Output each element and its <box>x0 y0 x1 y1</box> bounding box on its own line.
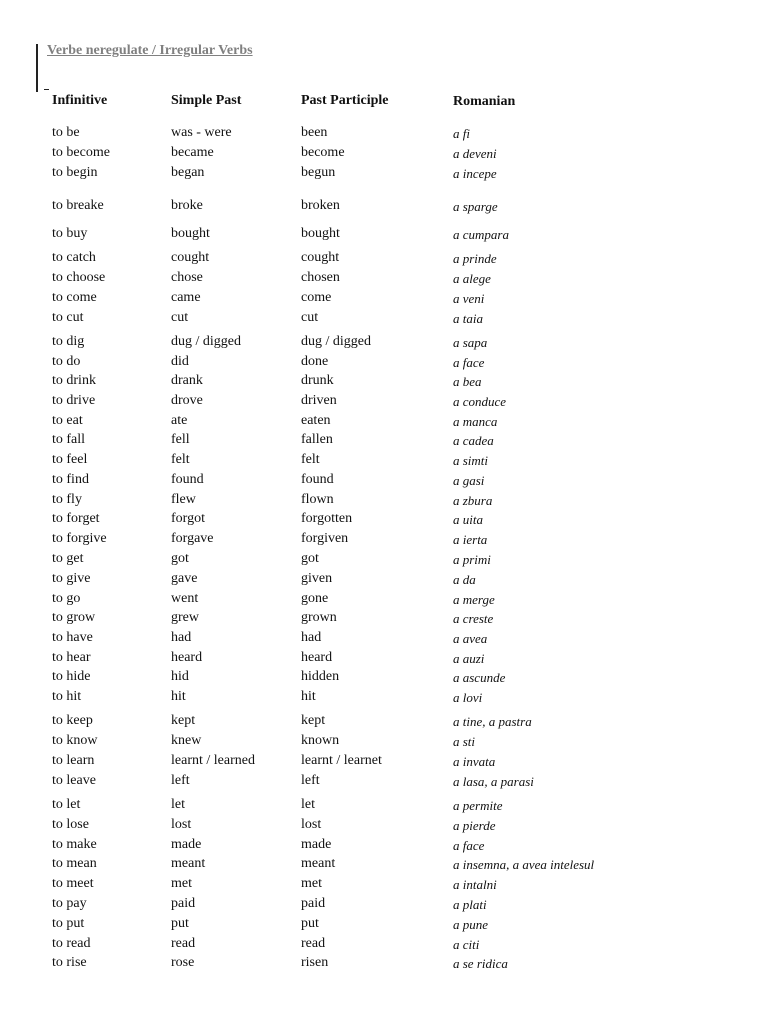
infinitive-cell: to get <box>52 551 84 566</box>
simple-past-cell: grew <box>171 610 199 625</box>
past-participle-cell: drunk <box>301 373 334 388</box>
infinitive-cell: to choose <box>52 270 106 285</box>
table-row <box>52 669 752 687</box>
simple-past-cell: dug / digged <box>171 334 241 349</box>
table-row <box>52 511 752 529</box>
table-row <box>52 290 752 308</box>
past-participle-cell: done <box>301 354 329 369</box>
infinitive-cell: to leave <box>52 773 96 788</box>
table-row <box>52 650 752 668</box>
past-participle-cell: let <box>301 797 315 812</box>
romanian-cell: a taia <box>453 311 483 326</box>
past-participle-cell: flown <box>301 492 334 507</box>
romanian-cell: a merge <box>453 592 495 607</box>
infinitive-cell: to begin <box>52 165 98 180</box>
infinitive-cell: to hit <box>52 689 82 704</box>
simple-past-cell: chose <box>171 270 203 285</box>
romanian-cell: a fi <box>453 126 470 141</box>
infinitive-cell: to breake <box>52 198 104 213</box>
table-row <box>52 837 752 855</box>
infinitive-cell: to put <box>52 916 85 931</box>
simple-past-cell: forgave <box>171 531 214 546</box>
infinitive-cell: to forget <box>52 511 100 526</box>
simple-past-cell: forgot <box>171 511 205 526</box>
simple-past-cell: cut <box>171 310 189 325</box>
infinitive-cell: to be <box>52 125 80 140</box>
table-row <box>52 713 752 731</box>
romanian-cell: a veni <box>453 291 485 306</box>
table-row <box>52 310 752 328</box>
infinitive-cell: to keep <box>52 713 93 728</box>
table-row <box>52 916 752 934</box>
infinitive-cell: to do <box>52 354 81 369</box>
infinitive-cell: to become <box>52 145 110 160</box>
romanian-cell: a conduce <box>453 394 507 409</box>
romanian-cell: a face <box>453 838 485 853</box>
table-row <box>52 198 752 216</box>
romanian-cell: a simti <box>453 453 489 468</box>
romanian-cell: a incepe <box>453 166 497 181</box>
table-row <box>52 125 752 143</box>
past-participle-cell: eaten <box>301 413 331 428</box>
simple-past-cell: came <box>171 290 201 305</box>
romanian-cell: a deveni <box>453 146 497 161</box>
romanian-cell: a zbura <box>453 493 493 508</box>
simple-past-cell: drove <box>171 393 203 408</box>
romanian-cell: a da <box>453 572 476 587</box>
table-row <box>52 334 752 352</box>
simple-past-cell: meant <box>171 856 206 871</box>
past-participle-cell: met <box>301 876 322 891</box>
infinitive-cell: to buy <box>52 226 88 241</box>
header-past-participle: Past Participle <box>301 93 389 108</box>
table-row <box>52 492 752 510</box>
romanian-cell: a prinde <box>453 251 497 266</box>
simple-past-cell: made <box>171 837 202 852</box>
table-row <box>52 773 752 791</box>
simple-past-cell: broke <box>171 198 203 213</box>
past-participle-cell: forgotten <box>301 511 353 526</box>
table-row <box>52 936 752 954</box>
table-row <box>52 591 752 609</box>
margin-dash <box>44 89 49 90</box>
table-row <box>52 610 752 628</box>
past-participle-cell: fallen <box>301 432 333 447</box>
table-row <box>52 876 752 894</box>
simple-past-cell: left <box>171 773 190 788</box>
romanian-cell: a primi <box>453 552 491 567</box>
romanian-cell: a citi <box>453 937 480 952</box>
past-participle-cell: read <box>301 936 326 951</box>
past-participle-cell: paid <box>301 896 326 911</box>
romanian-cell: a sapa <box>453 335 488 350</box>
simple-past-cell: gave <box>171 571 198 586</box>
romanian-cell: a lasa, a parasi <box>453 774 534 789</box>
infinitive-cell: to come <box>52 290 97 305</box>
simple-past-cell: got <box>171 551 189 566</box>
infinitive-cell: to pay <box>52 896 87 911</box>
romanian-cell: a sti <box>453 734 476 749</box>
infinitive-cell: to give <box>52 571 91 586</box>
romanian-cell: a cumpara <box>453 227 509 242</box>
simple-past-cell: hid <box>171 669 189 684</box>
simple-past-cell: became <box>171 145 214 160</box>
infinitive-cell: to find <box>52 472 89 487</box>
past-participle-cell: come <box>301 290 332 305</box>
header-infinitive: Infinitive <box>52 93 108 108</box>
past-participle-cell: driven <box>301 393 337 408</box>
romanian-cell: a auzi <box>453 651 485 666</box>
past-participle-cell: meant <box>301 856 336 871</box>
infinitive-cell: to fly <box>52 492 82 507</box>
infinitive-cell: to go <box>52 591 81 606</box>
table-row <box>52 393 752 411</box>
infinitive-cell: to cut <box>52 310 84 325</box>
romanian-cell: a se ridica <box>453 956 508 971</box>
simple-past-cell: felt <box>171 452 190 467</box>
infinitive-cell: to feel <box>52 452 88 467</box>
table-row <box>52 270 752 288</box>
table-row <box>52 373 752 391</box>
infinitive-cell: to have <box>52 630 93 645</box>
infinitive-cell: to hear <box>52 650 91 665</box>
past-participle-cell: chosen <box>301 270 340 285</box>
table-row <box>52 413 752 431</box>
romanian-cell: a uita <box>453 512 483 527</box>
past-participle-cell: cought <box>301 250 340 265</box>
table-row <box>52 630 752 648</box>
past-participle-cell: bought <box>301 226 340 241</box>
infinitive-cell: to dig <box>52 334 85 349</box>
past-participle-cell: gone <box>301 591 329 606</box>
infinitive-cell: to drive <box>52 393 96 408</box>
simple-past-cell: paid <box>171 896 196 911</box>
simple-past-cell: kept <box>171 713 196 728</box>
romanian-cell: a tine, a pastra <box>453 714 532 729</box>
past-participle-cell: got <box>301 551 319 566</box>
infinitive-cell: to fall <box>52 432 86 447</box>
infinitive-cell: to read <box>52 936 91 951</box>
table-row <box>52 354 752 372</box>
infinitive-cell: to make <box>52 837 97 852</box>
table-row <box>52 145 752 163</box>
document-title: Verbe neregulate / Irregular Verbs <box>47 43 253 58</box>
simple-past-cell: began <box>171 165 205 180</box>
past-participle-cell: lost <box>301 817 322 832</box>
infinitive-cell: to hide <box>52 669 91 684</box>
column-headers <box>52 93 752 113</box>
infinitive-cell: to rise <box>52 955 87 970</box>
table-row <box>52 250 752 268</box>
romanian-cell: a sparge <box>453 199 498 214</box>
past-participle-cell: risen <box>301 955 329 970</box>
past-participle-cell: left <box>301 773 320 788</box>
past-participle-cell: felt <box>301 452 320 467</box>
romanian-cell: a insemna, a avea intelesul <box>453 857 595 872</box>
header-simple-past: Simple Past <box>171 93 242 108</box>
romanian-cell: a cadea <box>453 433 494 448</box>
table-row <box>52 689 752 707</box>
romanian-cell: a permite <box>453 798 503 813</box>
past-participle-cell: given <box>301 571 333 586</box>
infinitive-cell: to eat <box>52 413 83 428</box>
past-participle-cell: broken <box>301 198 340 213</box>
romanian-cell: a creste <box>453 611 494 626</box>
simple-past-cell: heard <box>171 650 203 665</box>
simple-past-cell: drank <box>171 373 203 388</box>
romanian-cell: a pierde <box>453 818 496 833</box>
romanian-cell: a invata <box>453 754 496 769</box>
infinitive-cell: to let <box>52 797 81 812</box>
table-row <box>52 817 752 835</box>
table-row <box>52 955 752 973</box>
infinitive-cell: to know <box>52 733 98 748</box>
romanian-cell: a ierta <box>453 532 488 547</box>
romanian-cell: a plati <box>453 897 487 912</box>
romanian-cell: a alege <box>453 271 491 286</box>
past-participle-cell: had <box>301 630 322 645</box>
past-participle-cell: dug / digged <box>301 334 371 349</box>
romanian-cell: a manca <box>453 414 498 429</box>
simple-past-cell: cought <box>171 250 210 265</box>
simple-past-cell: hit <box>171 689 186 704</box>
infinitive-cell: to mean <box>52 856 97 871</box>
table-row <box>52 432 752 450</box>
infinitive-cell: to grow <box>52 610 96 625</box>
header-romanian: Romanian <box>453 94 516 109</box>
simple-past-cell: read <box>171 936 196 951</box>
past-participle-cell: cut <box>301 310 319 325</box>
table-row <box>52 226 752 244</box>
past-participle-cell: grown <box>301 610 337 625</box>
table-row <box>52 531 752 549</box>
simple-past-cell: learnt / learned <box>171 753 255 768</box>
table-row <box>52 472 752 490</box>
past-participle-cell: known <box>301 733 340 748</box>
romanian-cell: a avea <box>453 631 488 646</box>
past-participle-cell: hit <box>301 689 316 704</box>
table-row <box>52 896 752 914</box>
simple-past-cell: ate <box>171 413 188 428</box>
infinitive-cell: to catch <box>52 250 96 265</box>
simple-past-cell: went <box>171 591 199 606</box>
simple-past-cell: fell <box>171 432 190 447</box>
romanian-cell: a lovi <box>453 690 483 705</box>
table-row <box>52 733 752 751</box>
simple-past-cell: bought <box>171 226 210 241</box>
table-row <box>52 452 752 470</box>
romanian-cell: a gasi <box>453 473 485 488</box>
past-participle-cell: forgiven <box>301 531 349 546</box>
simple-past-cell: rose <box>171 955 195 970</box>
simple-past-cell: lost <box>171 817 192 832</box>
table-row <box>52 753 752 771</box>
simple-past-cell: found <box>171 472 204 487</box>
simple-past-cell: did <box>171 354 189 369</box>
infinitive-cell: to meet <box>52 876 94 891</box>
past-participle-cell: become <box>301 145 345 160</box>
infinitive-cell: to learn <box>52 753 95 768</box>
simple-past-cell: knew <box>171 733 202 748</box>
simple-past-cell: let <box>171 797 185 812</box>
simple-past-cell: met <box>171 876 192 891</box>
table-row <box>52 571 752 589</box>
romanian-cell: a intalni <box>453 877 497 892</box>
past-participle-cell: hidden <box>301 669 340 684</box>
simple-past-cell: flew <box>171 492 196 507</box>
table-row <box>52 797 752 815</box>
table-row <box>52 551 752 569</box>
past-participle-cell: been <box>301 125 328 140</box>
past-participle-cell: kept <box>301 713 326 728</box>
infinitive-cell: to drink <box>52 373 96 388</box>
margin-bar <box>36 44 38 92</box>
romanian-cell: a face <box>453 355 485 370</box>
simple-past-cell: was - were <box>171 125 232 140</box>
romanian-cell: a ascunde <box>453 670 506 685</box>
romanian-cell: a bea <box>453 374 482 389</box>
simple-past-cell: put <box>171 916 189 931</box>
simple-past-cell: had <box>171 630 192 645</box>
past-participle-cell: learnt / learnet <box>301 753 382 768</box>
past-participle-cell: begun <box>301 165 336 180</box>
infinitive-cell: to lose <box>52 817 89 832</box>
past-participle-cell: found <box>301 472 334 487</box>
past-participle-cell: heard <box>301 650 333 665</box>
table-row <box>52 856 752 874</box>
past-participle-cell: put <box>301 916 319 931</box>
table-row <box>52 165 752 183</box>
romanian-cell: a pune <box>453 917 489 932</box>
past-participle-cell: made <box>301 837 332 852</box>
infinitive-cell: to forgive <box>52 531 107 546</box>
